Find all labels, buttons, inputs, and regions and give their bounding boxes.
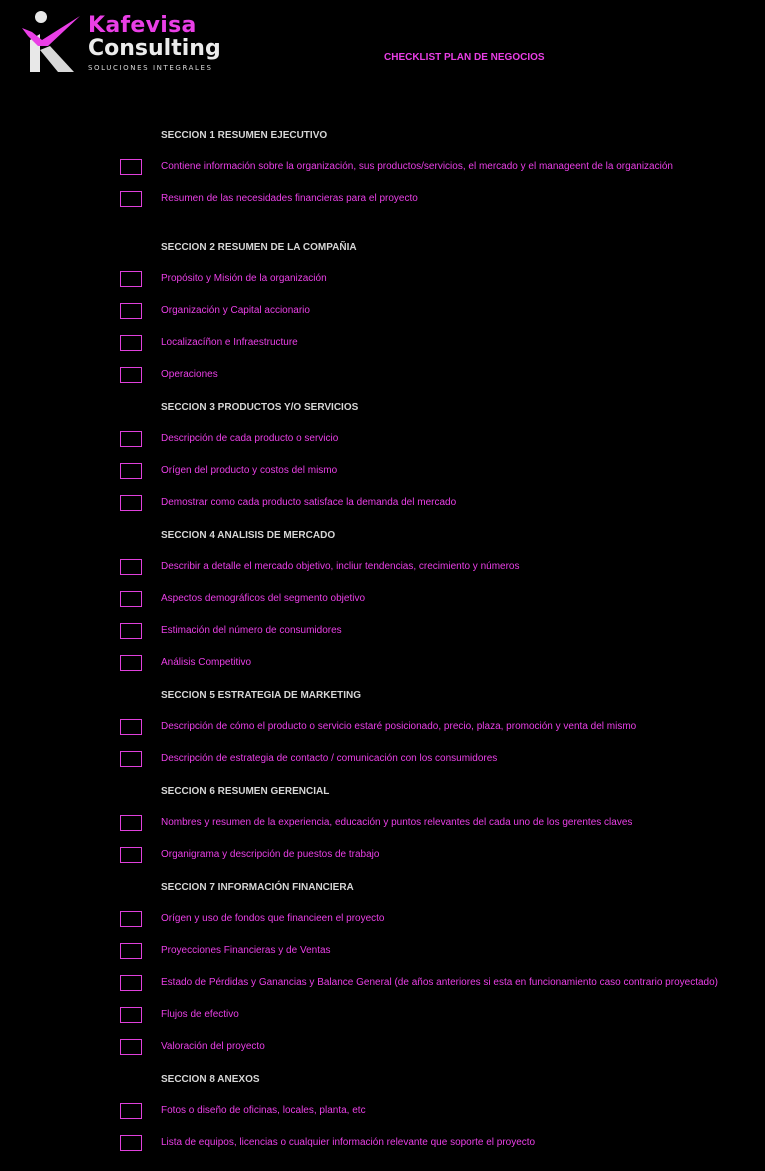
- checklist-item: [120, 1135, 760, 1153]
- checklist-item-label: Operaciones: [161, 369, 218, 380]
- checklist-item-label: Descripción de estrategia de contacto / comunicación con los consumidores: [161, 753, 498, 764]
- brand-subtitle: Consulting: [88, 36, 221, 61]
- checklist-item-label: Estado de Pérdidas y Ganancias y Balance General (de años anteriores si esta en funcionamiento caso contrario proyectado): [161, 977, 718, 988]
- checkbox[interactable]: [120, 559, 142, 575]
- checkbox[interactable]: [120, 655, 142, 671]
- section-title: SECCION 7 INFORMACIÓN FINANCIERA: [161, 882, 354, 893]
- checkbox[interactable]: [120, 1039, 142, 1055]
- checkbox[interactable]: [120, 431, 142, 447]
- checklist-item-label: Descripción de cada producto o servicio: [161, 433, 339, 444]
- checkbox[interactable]: [120, 191, 142, 207]
- checkbox[interactable]: [120, 463, 142, 479]
- checklist-item: [120, 431, 760, 449]
- checklist-item-label: Contiene información sobre la organización, sus productos/servicios, el mercado y el manageent de la organización: [161, 161, 673, 172]
- checklist-item: [120, 655, 760, 673]
- checkbox[interactable]: [120, 815, 142, 831]
- checkbox[interactable]: [120, 495, 142, 511]
- brand-name: Kafevisa: [88, 13, 197, 38]
- checklist-item: [120, 303, 760, 321]
- section-title: SECCION 6 RESUMEN GERENCIAL: [161, 786, 330, 797]
- checklist-item: [120, 495, 760, 513]
- checklist-item-label: Localizacíñon e Infraestructure: [161, 337, 298, 348]
- checklist-item: [120, 335, 760, 353]
- checkbox[interactable]: [120, 847, 142, 863]
- section-title: SECCION 2 RESUMEN DE LA COMPAÑIA: [161, 242, 357, 253]
- section-title: SECCION 4 ANALISIS DE MERCADO: [161, 530, 336, 541]
- checkbox[interactable]: [120, 335, 142, 351]
- checkbox[interactable]: [120, 1135, 142, 1151]
- checklist-item: [120, 1103, 760, 1121]
- section-title: SECCION 3 PRODUCTOS Y/O SERVICIOS: [161, 402, 359, 413]
- checklist-item: [120, 1039, 760, 1057]
- checkbox[interactable]: [120, 367, 142, 383]
- checklist-item-label: Valoración del proyecto: [161, 1041, 265, 1052]
- checkbox[interactable]: [120, 159, 142, 175]
- checklist-item: [120, 159, 760, 177]
- document-title: CHECKLIST PLAN DE NEGOCIOS: [384, 52, 545, 63]
- checkbox[interactable]: [120, 751, 142, 767]
- checklist-item: [120, 559, 760, 577]
- checklist-item-label: Aspectos demográficos del segmento objetivo: [161, 593, 366, 604]
- kafevisa-logo-icon: [22, 10, 84, 74]
- checklist-item: [120, 911, 760, 929]
- checkbox[interactable]: [120, 975, 142, 991]
- checklist-item-label: Descripción de cómo el producto o servicio estaré posicionado, precio, plaza, promoción y venta del mismo: [161, 721, 637, 732]
- checklist-item-label: Análisis Competitivo: [161, 657, 252, 668]
- checklist-item-label: Fotos o diseño de oficinas, locales, planta, etc: [161, 1105, 366, 1116]
- checklist-item: [120, 191, 760, 209]
- checklist-item: [120, 943, 760, 961]
- checklist-item-label: Orígen del producto y costos del mismo: [161, 465, 338, 476]
- checklist-item-label: Demostrar como cada producto satisface la demanda del mercado: [161, 497, 457, 508]
- checkbox[interactable]: [120, 623, 142, 639]
- section-title: SECCION 8 ANEXOS: [161, 1074, 260, 1085]
- checklist-item: [120, 975, 760, 993]
- checkbox[interactable]: [120, 271, 142, 287]
- checkbox[interactable]: [120, 911, 142, 927]
- checklist-item-label: Orígen y uso de fondos que financieen el proyecto: [161, 913, 385, 924]
- checklist-item: [120, 751, 760, 769]
- checkbox[interactable]: [120, 1007, 142, 1023]
- checklist-item-label: Lista de equipos, licencias o cualquier información relevante que soporte el proyecto: [161, 1137, 536, 1148]
- checklist-item-label: Nombres y resumen de la experiencia, educación y puntos relevantes del cada uno de los gerentes claves: [161, 817, 633, 828]
- checkbox[interactable]: [120, 591, 142, 607]
- checklist-item-label: Organización y Capital accionario: [161, 305, 310, 316]
- checklist-item: [120, 623, 760, 641]
- checklist-item: [120, 463, 760, 481]
- checklist-item-label: Describir a detalle el mercado objetivo, incliur tendencias, crecimiento y números: [161, 561, 520, 572]
- checklist-item-label: Organigrama y descripción de puestos de trabajo: [161, 849, 380, 860]
- logo: [22, 10, 222, 76]
- checklist-item-label: Flujos de efectivo: [161, 1009, 239, 1020]
- checklist-item: [120, 271, 760, 289]
- section-title: SECCION 5 ESTRATEGIA DE MARKETING: [161, 690, 362, 701]
- checklist-item: [120, 719, 760, 737]
- brand-tagline: SOLUCIONES INTEGRALES: [88, 64, 213, 72]
- checklist-item: [120, 847, 760, 865]
- checkbox[interactable]: [120, 303, 142, 319]
- checklist-item: [120, 367, 760, 385]
- checklist-item-label: Proyecciones Financieras y de Ventas: [161, 945, 331, 956]
- checklist-item-label: Resumen de las necesidades financieras para el proyecto: [161, 193, 418, 204]
- section-title: SECCION 1 RESUMEN EJECUTIVO: [161, 130, 328, 141]
- checklist-item: [120, 591, 760, 609]
- checkbox[interactable]: [120, 1103, 142, 1119]
- checklist-item: [120, 1007, 760, 1025]
- checklist-item: [120, 815, 760, 833]
- checkbox[interactable]: [120, 943, 142, 959]
- checklist-item-label: Propósito y Misión de la organización: [161, 273, 327, 284]
- checklist-item-label: Estimación del número de consumidores: [161, 625, 342, 636]
- checkbox[interactable]: [120, 719, 142, 735]
